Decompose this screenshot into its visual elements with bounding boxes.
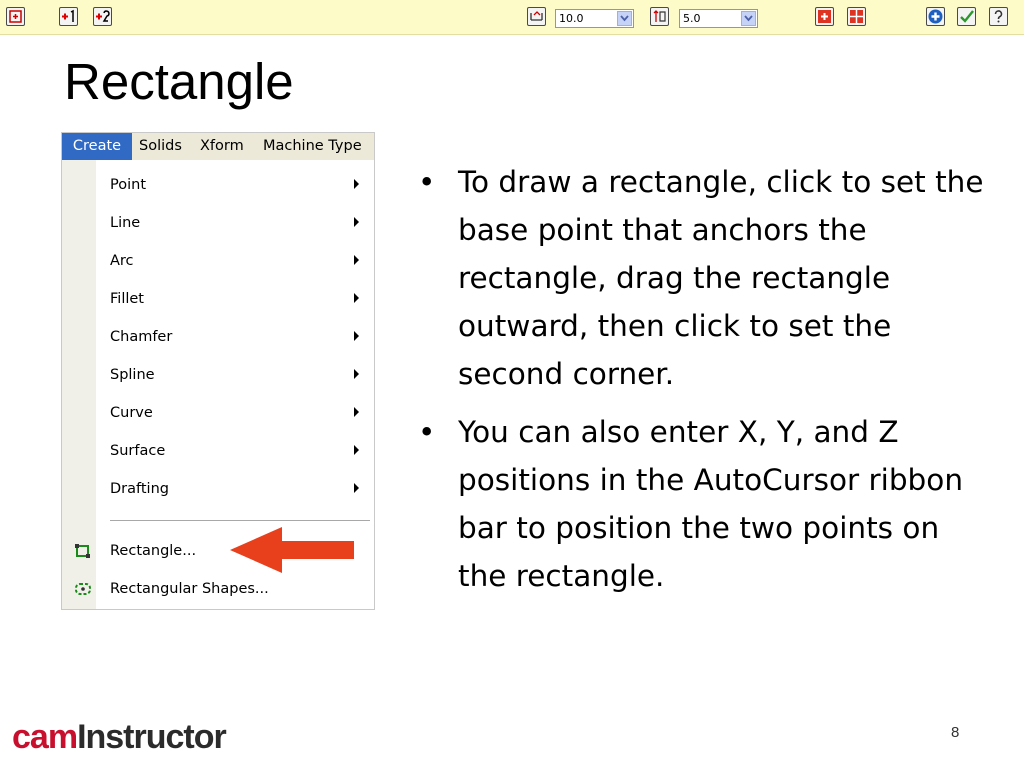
bullet-text: You can also enter X, Y, and Z positions in the AutoCursor ribbon bar to position the two points on the rectangle.	[458, 415, 964, 593]
submenu-arrow-icon	[354, 369, 359, 379]
menu-item-surface[interactable]: Surface	[110, 443, 166, 459]
submenu-arrow-icon	[354, 179, 359, 189]
menu-item-fillet[interactable]: Fillet	[110, 291, 144, 307]
chevron-down-icon[interactable]	[741, 11, 756, 26]
menu-item-spline[interactable]: Spline	[110, 367, 155, 383]
menu-xform[interactable]: Xform	[200, 138, 244, 154]
height-value: 5.0	[683, 12, 701, 25]
add-icon[interactable]	[815, 7, 834, 26]
menu-item-curve[interactable]: Curve	[110, 405, 153, 421]
submenu-arrow-icon	[354, 255, 359, 265]
distance-value: 10.0	[559, 12, 584, 25]
distance-combo[interactable]	[555, 9, 634, 28]
logo-instructor: Instructor	[77, 718, 226, 756]
menu-separator	[110, 520, 370, 521]
submenu-arrow-icon	[354, 407, 359, 417]
slide-title: Rectangle	[64, 53, 294, 110]
menu-item-point[interactable]: Point	[110, 177, 147, 193]
rectangular-shapes-icon	[74, 580, 92, 598]
height-combo[interactable]	[679, 9, 758, 28]
menu-item-chamfer[interactable]: Chamfer	[110, 329, 173, 345]
menu-machine-type[interactable]: Machine Type	[263, 138, 362, 154]
bullet-dot-icon: •	[418, 415, 436, 449]
menu-create[interactable]: Create	[62, 133, 132, 160]
menu-item-rectangle[interactable]: Rectangle...	[110, 543, 197, 559]
help-icon[interactable]	[989, 7, 1008, 26]
spacing-icon[interactable]	[527, 7, 546, 26]
bullet-list	[418, 158, 988, 600]
rectangle-icon	[74, 542, 92, 560]
autocursor-ribbon	[0, 0, 1024, 35]
height-icon[interactable]	[650, 7, 669, 26]
chevron-down-icon[interactable]	[617, 11, 632, 26]
menu-solids[interactable]: Solids	[139, 138, 182, 154]
add-two-icon[interactable]	[93, 7, 112, 26]
bullet-item	[418, 408, 988, 600]
page-number: 8	[951, 724, 960, 741]
menu-item-drafting[interactable]: Drafting	[110, 481, 169, 497]
logo-cam: cam	[12, 718, 78, 756]
grid-icon[interactable]	[847, 7, 866, 26]
new-rectangle-icon[interactable]	[6, 7, 25, 26]
menu-bar	[62, 133, 374, 160]
submenu-arrow-icon	[354, 331, 359, 341]
menu-item-arc[interactable]: Arc	[110, 253, 134, 269]
submenu-arrow-icon	[354, 483, 359, 493]
submenu-arrow-icon	[354, 293, 359, 303]
caminstructor-logo	[12, 718, 226, 757]
bullet-dot-icon: •	[418, 165, 436, 199]
ok-check-icon[interactable]	[957, 7, 976, 26]
bullet-text: To draw a rectangle, click to set the base point that anchors the rectangle, drag the rectangle outward, then click to set the second corner.	[458, 165, 984, 391]
submenu-arrow-icon	[354, 217, 359, 227]
submenu-arrow-icon	[354, 445, 359, 455]
pointer-arrow-icon	[228, 525, 356, 575]
menu-item-rectangular-shapes[interactable]: Rectangular Shapes...	[110, 581, 269, 597]
menu-item-line[interactable]: Line	[110, 215, 141, 231]
apply-icon[interactable]	[926, 7, 945, 26]
add-one-icon[interactable]	[59, 7, 78, 26]
bullet-item	[418, 158, 988, 398]
